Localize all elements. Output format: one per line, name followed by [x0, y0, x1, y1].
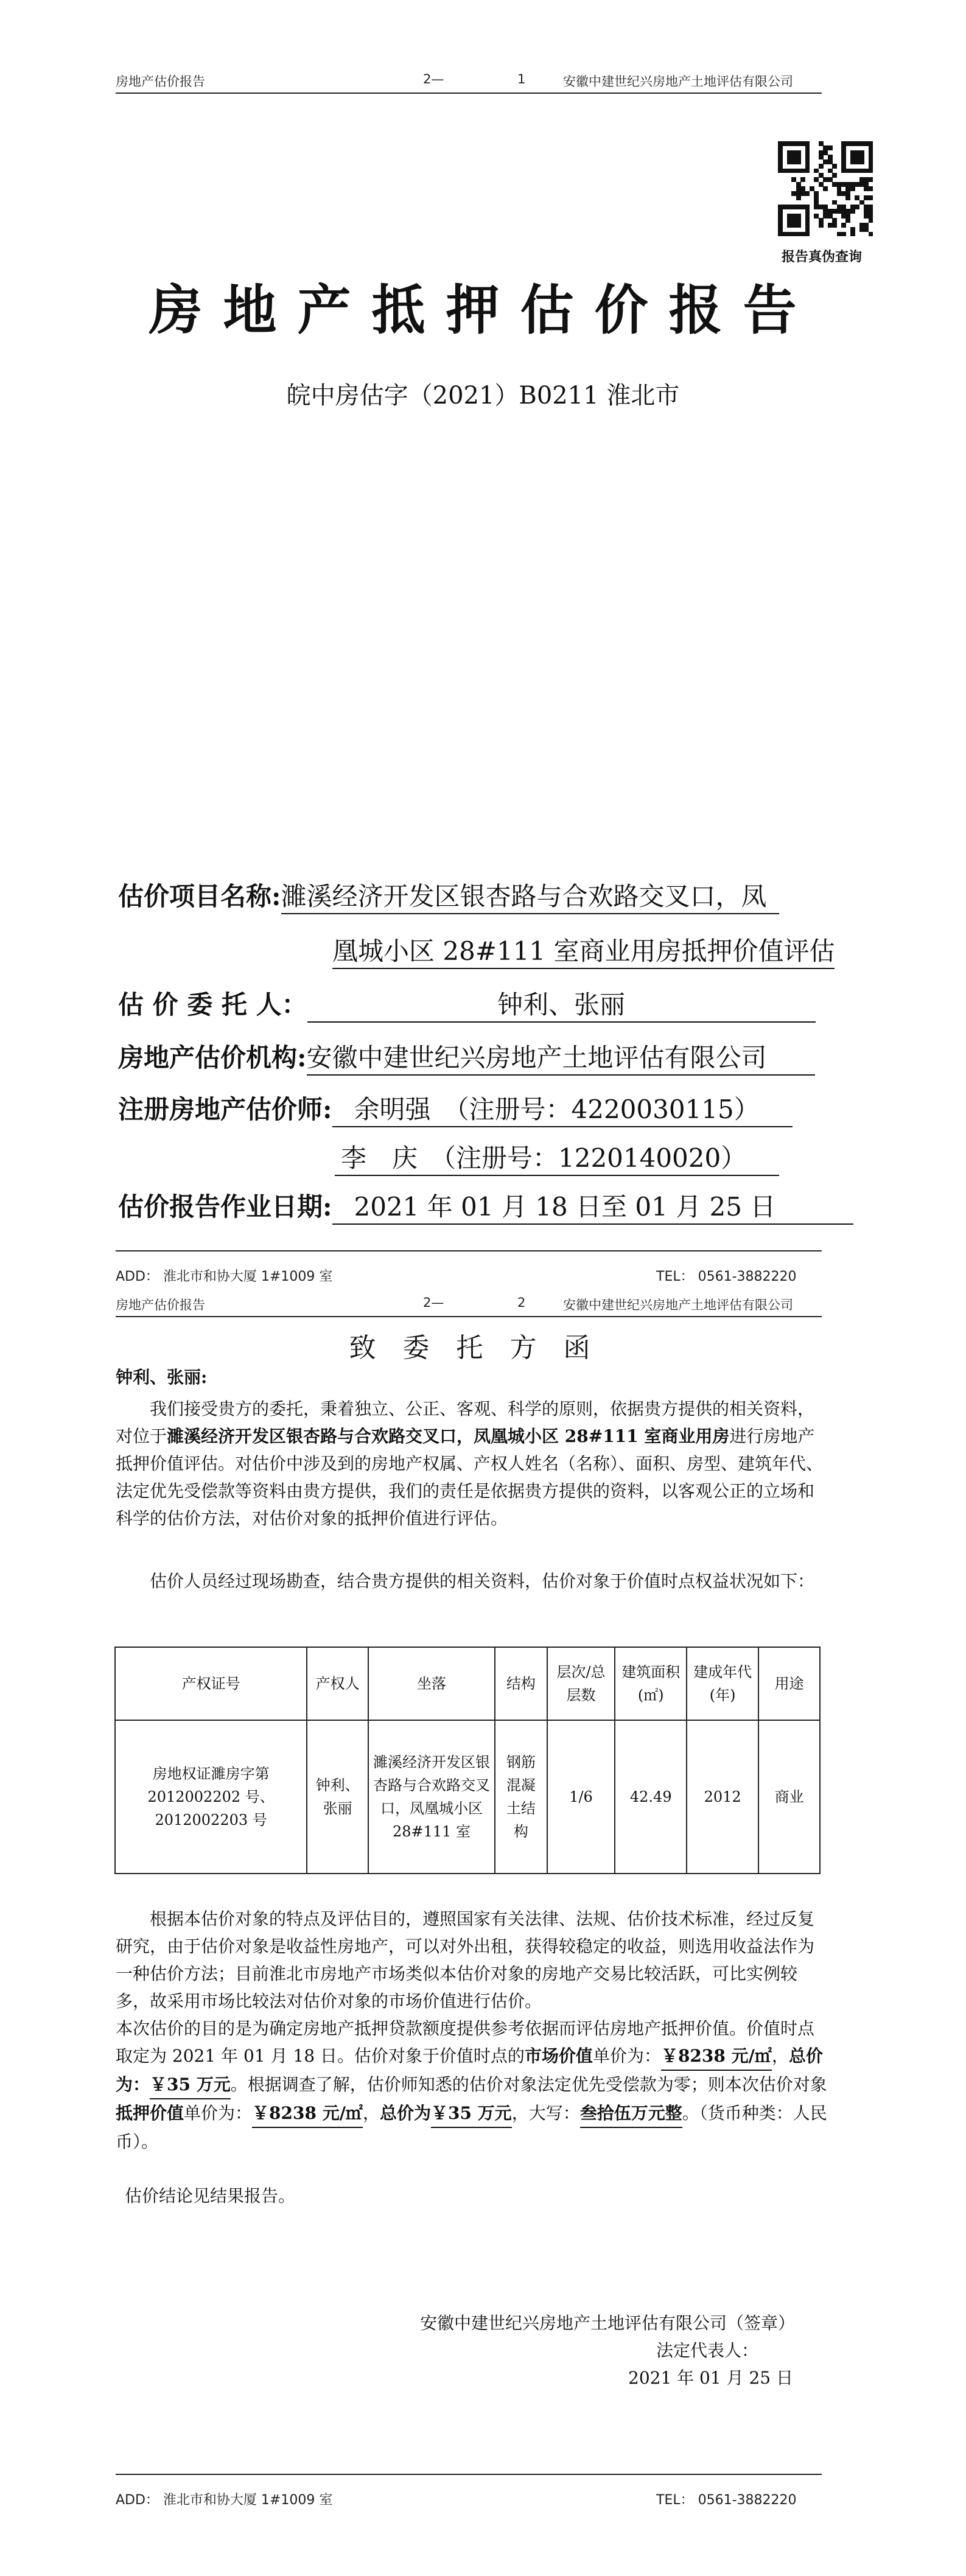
appraiser-row-2 — [335, 1138, 779, 1176]
appraiser-2: 李 庆 （注册号：1220140020） — [335, 1138, 779, 1176]
page1-header-rule — [116, 93, 822, 94]
project-value: 濉溪经济开发区银杏路与合欢路交叉口，凤 — [281, 877, 779, 914]
page2-header-left: 房地产估价报告 — [116, 1298, 205, 1312]
appraiser-1: 余明强 （注册号：4220030115） — [332, 1090, 793, 1127]
p4-h: 。（货币种类：人民币）。 — [116, 2103, 827, 2152]
p4-b: 单价为： — [592, 2046, 661, 2066]
page1-footer-address: ADD： 淮北市和协大厦 1#1009 室 — [116, 1269, 333, 1284]
p4-mortgage-label: 抵押价值 — [116, 2103, 184, 2123]
td-location: 濉溪经济开发区银杏路与合欢路交叉口，凤凰城小区28#111 室 — [368, 1720, 495, 1874]
th-cert: 产权证号 — [115, 1647, 307, 1720]
report-number: 皖中房估字（2021）B0211 淮北市 — [286, 382, 680, 410]
th-location: 坐落 — [368, 1647, 495, 1720]
p4-words: 叁拾伍万元整 — [580, 2099, 682, 2128]
p4-total: ￥35 万元 — [150, 2071, 231, 2099]
agency-value: 安徽中建世纪兴房地产土地评估有限公司 — [307, 1038, 815, 1076]
td-owner: 钟利、张丽 — [307, 1720, 368, 1874]
project-label: 估价项目名称: — [118, 881, 281, 911]
p4-g: ，大写： — [511, 2103, 580, 2123]
page1-footer-rule — [116, 1250, 822, 1251]
page1-header-page-no: 1 — [517, 72, 526, 86]
page2-footer-address: ADD： 淮北市和协大厦 1#1009 室 — [116, 2493, 333, 2508]
paragraph-1-b: 进行房地产抵押价值评估。对估价中涉及到的房地产权属、产权人姓名（名称）、面积、房型、建筑年代、法定优先受偿款等资料由贵方提供，我们的责任是依据贵方提供的资料，以客观公正的立场和科学的估价方法，对估价对象的抵押价值进行评估。 — [116, 1426, 824, 1528]
page1-header-right: 安徽中建世纪兴房地产土地评估有限公司 — [563, 74, 793, 89]
sign-company: 安徽中建世纪兴房地产土地评估有限公司（签章） — [420, 2313, 796, 2333]
th-structure: 结构 — [495, 1647, 547, 1720]
sign-representative: 法定代表人： — [656, 2340, 759, 2361]
th-area: 建筑面积(㎡) — [615, 1647, 687, 1720]
paragraph-1-a: 我们接受贵方的委托，秉着独立、公正、客观、科学的原则，依据贵方提供的相关资料，对位于 — [116, 1399, 815, 1446]
project-row — [118, 877, 779, 914]
p4-total-label: 总价为： — [116, 2046, 823, 2095]
page2-header-right: 安徽中建世纪兴房地产土地评估有限公司 — [563, 1298, 793, 1312]
paragraph-1 — [116, 1395, 828, 1532]
page2-header-page-prefix: 2— — [423, 1295, 444, 1310]
th-use: 用途 — [758, 1647, 820, 1720]
date-label: 估价报告作业日期: — [118, 1192, 332, 1222]
conclusion: 估价结论见结果报告。 — [125, 2186, 296, 2206]
date-row — [118, 1187, 853, 1225]
salutation: 钟利、张丽: — [116, 1367, 208, 1387]
td-use: 商业 — [758, 1720, 820, 1874]
th-owner: 产权人 — [307, 1647, 368, 1720]
p4-unit-price-2: ￥8238 元/㎡ — [252, 2099, 363, 2128]
client-row — [118, 985, 816, 1023]
p4-e: 单价为： — [184, 2103, 253, 2123]
table-header-row — [115, 1647, 820, 1720]
page2-header-page-no: 2 — [517, 1295, 526, 1310]
appraiser-label: 注册房地产估价师: — [118, 1094, 332, 1124]
td-area: 42.49 — [615, 1720, 687, 1874]
p4-unit-price: ￥8238 元/㎡ — [661, 2042, 772, 2071]
project-row-2 — [332, 931, 835, 969]
paragraph-4 — [116, 2015, 828, 2155]
agency-row — [118, 1038, 815, 1076]
td-cert: 房地权证濉房字第2012002202 号、2012002203 号 — [115, 1720, 307, 1874]
sign-date: 2021 年 01 月 25 日 — [628, 2368, 794, 2388]
property-table — [114, 1647, 821, 1874]
td-structure: 钢筋混凝土结构 — [495, 1720, 547, 1874]
p4-total-2: ￥35 万元 — [431, 2099, 512, 2128]
page1-header-left: 房地产估价报告 — [116, 74, 205, 89]
p4-a: 本次估价的目的是为确定房地产抵押贷款额度提供参考依据而评估房地产抵押价值。价值时点取定为 2021 年 01 月 18 日。估价对象于价值时点的 — [116, 2018, 815, 2066]
table-row — [115, 1720, 820, 1874]
page2-footer-rule — [116, 2474, 822, 2475]
paragraph-2: 估价人员经过现场勘查，结合贵方提供的相关资料，估价对象于价值时点权益状况如下： — [150, 1571, 815, 1591]
p4-f: ， — [362, 2103, 380, 2123]
td-floor: 1/6 — [547, 1720, 615, 1874]
page1-footer-tel: TEL： 0561-3882220 — [656, 1269, 797, 1284]
td-year: 2012 — [687, 1720, 758, 1874]
client-value: 钟利、张丽 — [307, 985, 816, 1023]
page1-header-page-prefix: 2— — [423, 72, 444, 86]
client-label: 估 价 委 托 人： — [118, 990, 307, 1020]
date-value: 2021 年 01 月 18 日至 01 月 25 日 — [332, 1187, 853, 1225]
qr-code-icon — [778, 141, 873, 236]
p4-total-label-2: 总价为 — [379, 2103, 431, 2123]
paragraph-1-bold: 濉溪经济开发区银杏路与合欢路交叉口，凤凰城小区 28#111 室商业用房 — [167, 1426, 730, 1446]
qr-caption: 报告真伪查询 — [782, 249, 863, 265]
paragraph-3: 根据本估价对象的特点及评估目的，遵照国家有关法律、法规、估价技术标准，经过反复研究，由于估价对象是收益性房地产，可以对外出租，获得较稳定的收益，则选用收益法作为一种估价方法；目前淮北市房地产市场类似本估价对象的房地产交易比较活跃，可比实例较多，故采用市场比较法对估价对象的市场价值进行估价。 — [116, 1909, 815, 2011]
th-year: 建成年代(年) — [687, 1647, 758, 1720]
page2-header-rule — [116, 1316, 822, 1317]
project-value-2: 凰城小区 28#111 室商业用房抵押价值评估 — [332, 931, 835, 969]
appraiser-row — [118, 1090, 793, 1127]
p4-d: 。根据调查了解，估价师知悉的估价对象法定优先受偿款为零；则本次估价对象 — [230, 2074, 827, 2095]
page2-footer-tel: TEL： 0561-3882220 — [656, 2493, 797, 2508]
agency-label: 房地产估价机构: — [118, 1043, 307, 1073]
p4-c: ， — [771, 2046, 789, 2066]
letter-title: 致委托方函 — [349, 1332, 617, 1363]
th-floor: 层次/总层数 — [547, 1647, 615, 1720]
report-title: 房地产抵押估价报告 — [149, 278, 817, 341]
p4-market-label: 市场价值 — [524, 2046, 593, 2066]
